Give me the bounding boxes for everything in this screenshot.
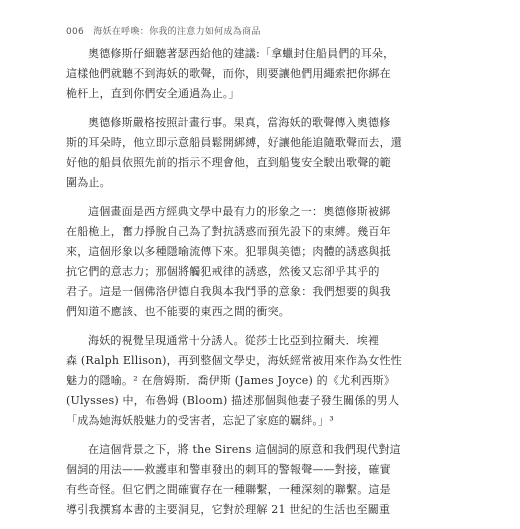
text-line: 森 (Ralph Ellison)，再到整個文學史，海妖經常被用來作為女性性 [66, 354, 402, 367]
text-line: 奧德修斯嚴格按照計畫行事。果真，當海妖的歌聲傳入奧德修 [88, 116, 391, 129]
text-line: (Ulysses) 中，布魯姆 (Bloom) 描述那個與他妻子發生關係的男人 [66, 394, 400, 407]
text-line: 「成為她海妖般魅力的受害者，忘記了家庭的羈絆。」³ [66, 414, 334, 427]
text-line: 魅力的隱喻。² 在詹姆斯．喬伊斯 (James Joyce) 的《尤利西斯》 [66, 374, 396, 387]
text-line: 有些奇怪。但它們之間確實存在一種聯繫，一種深刻的聯繫。這是 [66, 483, 391, 496]
text-line: 抗它們的意志力；那個將觸犯戒律的誘惑，然後又忘卻乎其乎的 [66, 265, 380, 278]
text-line: 們知道不應該、也不能要的東西之間的衝突。 [66, 305, 290, 318]
paragraph [66, 113, 456, 193]
running-title: 海妖在呼喚：你我的注意力如何成為商品 [93, 27, 261, 37]
text-line: 好他的船員依照先前的指示不理會他，直到船隻安全駛出歌聲的範 [66, 156, 391, 169]
text-line: 桅杆上，直到你們安全通過為止。」 [66, 87, 240, 100]
running-header [66, 24, 261, 37]
text-line: 在船桅上，奮力掙脫自己為了對抗誘惑而預先設下的束縛。幾百年 [66, 225, 391, 238]
paragraph [66, 331, 456, 431]
text-line: 在這個背景之下，將 the Sirens 這個詞的原意和我們現代對這 [88, 443, 401, 456]
text-line: 海妖的視覺呈現通常十分誘人。從莎士比亞到拉爾夫．埃裡 [88, 334, 380, 347]
paragraph [66, 202, 456, 322]
text-line: 這個畫面是西方經典文學中最有力的形象之一：奧德修斯被綁 [88, 205, 391, 218]
text-line: 君子。這是一個佛洛伊德自我與本我鬥爭的意象：我們想要的與我 [66, 285, 391, 298]
text-line: 導引我撰寫本書的主要洞見，它對於理解 21 世紀的生活也至關重 [66, 503, 391, 516]
text-line: 圍為止。 [66, 176, 111, 189]
text-line: 來，這個形象以多種隱喻流傳下來。犯罪與美德；肉體的誘惑與抵 [66, 245, 391, 258]
page-number: 006 [66, 27, 85, 37]
text-line: 這樣他們就聽不到海妖的歌聲，而你，則要讓他們用繩索把你綁在 [66, 67, 391, 80]
text-line: 奧德修斯仔細聽著瑟西給他的建議:「拿蠟封住船員們的耳朵， [88, 47, 395, 60]
text-line: 個詞的用法——救護車和警車發出的刺耳的警報聲——對接，確實 [66, 463, 391, 476]
text-line: 斯的耳朵時，他立即示意船員鬆開綁縛，好讓他能追隨歌聲而去，還 [66, 136, 402, 149]
body-text [66, 44, 456, 529]
paragraph [66, 44, 456, 104]
paragraph [66, 440, 456, 520]
